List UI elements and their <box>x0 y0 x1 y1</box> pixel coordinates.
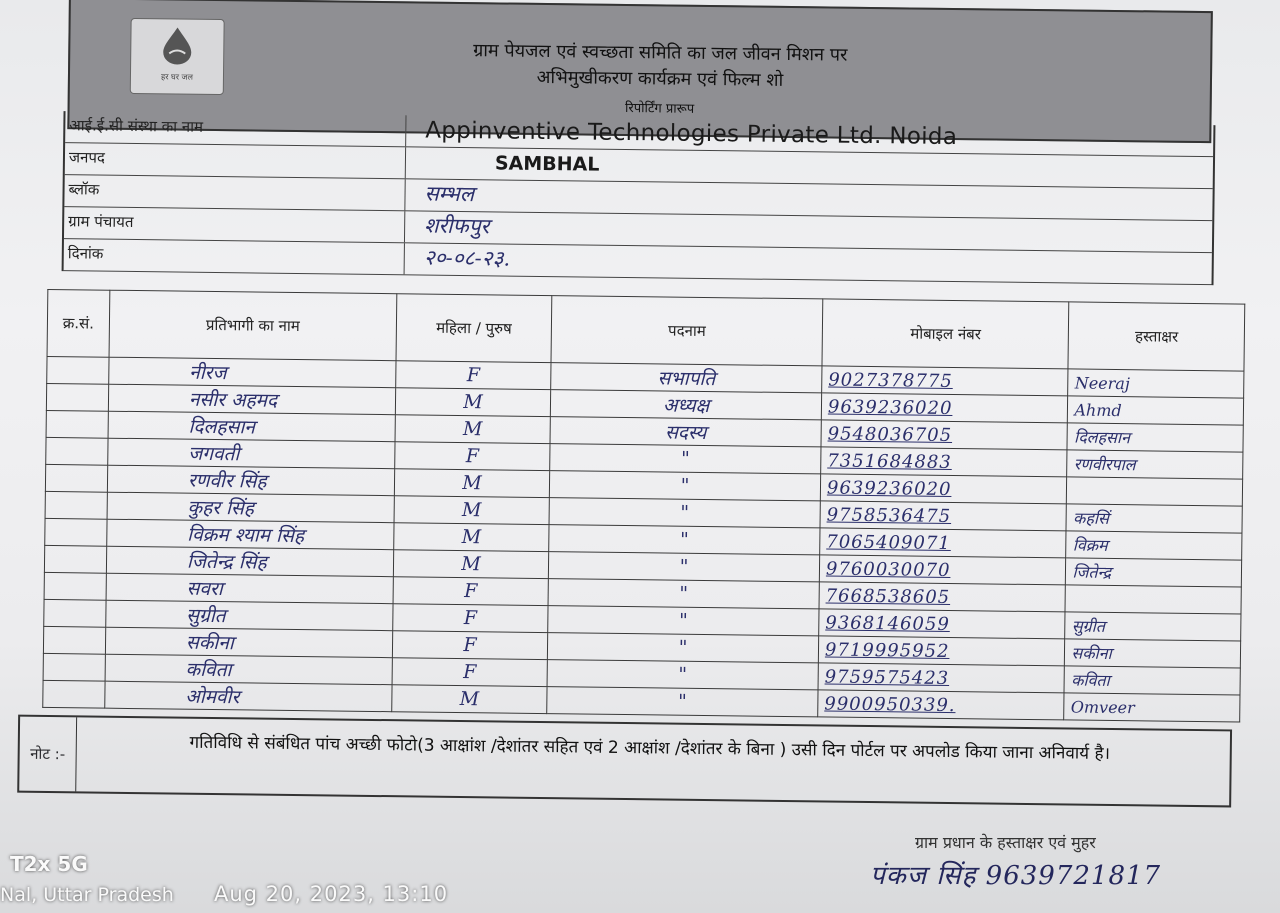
cell-gender: F <box>396 361 552 390</box>
cell-serial <box>45 491 107 519</box>
cell-serial <box>45 464 107 492</box>
cell-mobile: 9027378775 <box>822 366 1069 396</box>
cell-signature <box>1065 585 1241 614</box>
col-post: पदनाम <box>551 296 823 366</box>
logo-text: हर घर जल <box>160 72 193 82</box>
cell-gender: M <box>393 550 549 579</box>
divider <box>405 147 406 178</box>
camera-location-stamp: Nal, Uttar Pradesh <box>0 884 174 906</box>
col-name: प्रतिभागी का नाम <box>109 290 397 361</box>
cell-serial <box>44 599 106 627</box>
info-section <box>62 111 1216 285</box>
cell-mobile: 9548036705 <box>821 420 1068 450</box>
cell-name: दिलहसान <box>108 411 395 442</box>
cell-serial <box>45 518 107 546</box>
cell-name: सवरा <box>106 573 393 604</box>
form-subtitle: रिपोर्टिंग प्रारूप <box>624 100 695 117</box>
cell-mobile: 9639236020 <box>821 393 1068 423</box>
cell-name: नसीर अहमद <box>108 384 395 415</box>
divider <box>404 243 405 274</box>
cell-mobile: 9758536475 <box>820 501 1067 531</box>
cell-signature <box>1067 477 1243 506</box>
cell-post: अध्यक्ष <box>550 390 821 420</box>
org-value: Appinventive Technologies Private Ltd. Noida <box>425 117 958 151</box>
cell-serial <box>43 626 105 654</box>
cell-gender: F <box>392 658 548 687</box>
cell-name: सुग्रीत <box>106 600 393 631</box>
pradhan-signature-label: ग्राम प्रधान के हस्ताक्षर एवं मुहर <box>915 833 1096 852</box>
cell-name: जितेन्द्र सिंह <box>106 546 393 577</box>
cell-post: " <box>547 687 818 717</box>
cell-signature: Ahmd <box>1068 396 1244 425</box>
col-serial: क्र.सं. <box>47 289 110 357</box>
col-mobile: मोबाइल नंबर <box>822 299 1069 369</box>
cell-mobile: 7668538605 <box>819 582 1066 612</box>
note-box <box>17 715 1232 808</box>
cell-signature: कहसिं <box>1066 504 1242 533</box>
cell-name: कुहर सिंह <box>107 492 394 523</box>
block-value: सम्भल <box>424 181 475 207</box>
cell-serial <box>43 653 105 681</box>
cell-mobile: 9760030070 <box>819 555 1066 585</box>
date-label: दिनांक <box>67 244 104 263</box>
cell-gender: M <box>394 523 550 552</box>
cell-post: " <box>549 552 820 582</box>
cell-gender: F <box>393 604 549 633</box>
cell-gender: M <box>395 415 551 444</box>
cell-signature: Neeraj <box>1068 369 1244 398</box>
water-drop-icon <box>159 25 195 65</box>
col-signature: हस्ताक्षर <box>1068 302 1244 371</box>
cell-mobile: 9639236020 <box>820 474 1067 504</box>
cell-name: रणवीर सिंह <box>107 465 394 496</box>
note-label: नोट :- <box>19 717 77 792</box>
form-title-line1: ग्राम पेयजल एवं स्वच्छता समिति का जल जीवन मिशन पर <box>473 40 848 66</box>
cell-gender: M <box>394 496 550 525</box>
cell-gender: F <box>393 577 549 606</box>
date-value: २०-०८-२३. <box>423 245 511 271</box>
pradhan-signature: पंकज सिंह 9639721817 <box>870 861 1162 891</box>
cell-post: सदस्य <box>550 417 821 447</box>
cell-serial <box>46 437 108 465</box>
cell-post: " <box>548 633 819 663</box>
cell-post: " <box>549 525 820 555</box>
cell-signature: दिलहसान <box>1067 423 1243 452</box>
form-sheet <box>9 0 1239 811</box>
cell-signature: जितेन्द्र <box>1066 558 1242 587</box>
cell-post: " <box>548 579 819 609</box>
cell-gender: M <box>392 685 548 714</box>
cell-mobile: 9900950339. <box>818 690 1065 720</box>
cell-name: जगवती <box>108 438 395 469</box>
cell-name: सकीना <box>105 627 392 658</box>
block-label: ब्लॉक <box>68 180 100 199</box>
org-label: आई.ई.सी संस्था का नाम <box>69 116 204 136</box>
camera-model-stamp: T2x 5G <box>10 852 88 876</box>
cell-signature: सकीना <box>1065 639 1241 668</box>
cell-gender: F <box>392 631 548 660</box>
cell-name: ओमवीर <box>105 681 392 712</box>
cell-name: नीरज <box>109 357 396 388</box>
cell-post: " <box>549 498 820 528</box>
cell-serial <box>43 680 105 708</box>
divider <box>405 115 406 146</box>
district-value: SAMBHAL <box>494 152 600 176</box>
cell-post: " <box>549 471 820 501</box>
panchayat-label: ग्राम पंचायत <box>68 212 134 231</box>
cell-serial <box>46 410 108 438</box>
cell-signature: कविता <box>1064 666 1240 695</box>
note-text: गतिविधि से संबंधित पांच अच्छी फोटो(3 आक्षांश /देशांतर सहित एवं 2 आक्षांश /देशांतर के बिना ) उसी दिन पोर्टल पर अपलोड किया जाना अनिवार्य है। <box>189 732 1111 764</box>
panchayat-value: शरीफपुर <box>424 213 490 239</box>
jal-jeevan-logo <box>130 18 225 95</box>
cell-mobile: 7065409071 <box>820 528 1067 558</box>
cell-serial <box>47 356 109 384</box>
cell-serial <box>46 383 108 411</box>
camera-datetime-stamp: Aug 20, 2023, 13:10 <box>214 882 449 906</box>
divider <box>404 179 405 210</box>
cell-post: " <box>548 606 819 636</box>
cell-mobile: 7351684883 <box>821 447 1068 477</box>
cell-serial <box>44 572 106 600</box>
cell-post: " <box>550 444 821 474</box>
cell-post: सभापति <box>551 363 822 393</box>
participants-table <box>42 289 1245 723</box>
cell-name: विक्रम श्याम सिंह <box>107 519 394 550</box>
col-gender: महिला / पुरुष <box>396 294 552 363</box>
cell-gender: M <box>395 388 551 417</box>
district-label: जनपद <box>68 148 106 167</box>
cell-gender: M <box>394 469 550 498</box>
cell-signature: Omveer <box>1064 693 1240 722</box>
form-title-line2: अभिमुखीकरण कार्यक्रम एवं फिल्म शो <box>536 66 784 91</box>
cell-mobile: 9719995952 <box>818 636 1065 666</box>
cell-signature: विक्रम <box>1066 531 1242 560</box>
cell-signature: रणवीरपाल <box>1067 450 1243 479</box>
cell-gender: F <box>395 442 551 471</box>
divider <box>404 211 405 242</box>
cell-post: " <box>547 660 818 690</box>
cell-signature: सुग्रीत <box>1065 612 1241 641</box>
cell-mobile: 9368146059 <box>819 609 1066 639</box>
cell-name: कविता <box>105 654 392 685</box>
cell-serial <box>44 545 106 573</box>
cell-mobile: 9759575423 <box>818 663 1065 693</box>
